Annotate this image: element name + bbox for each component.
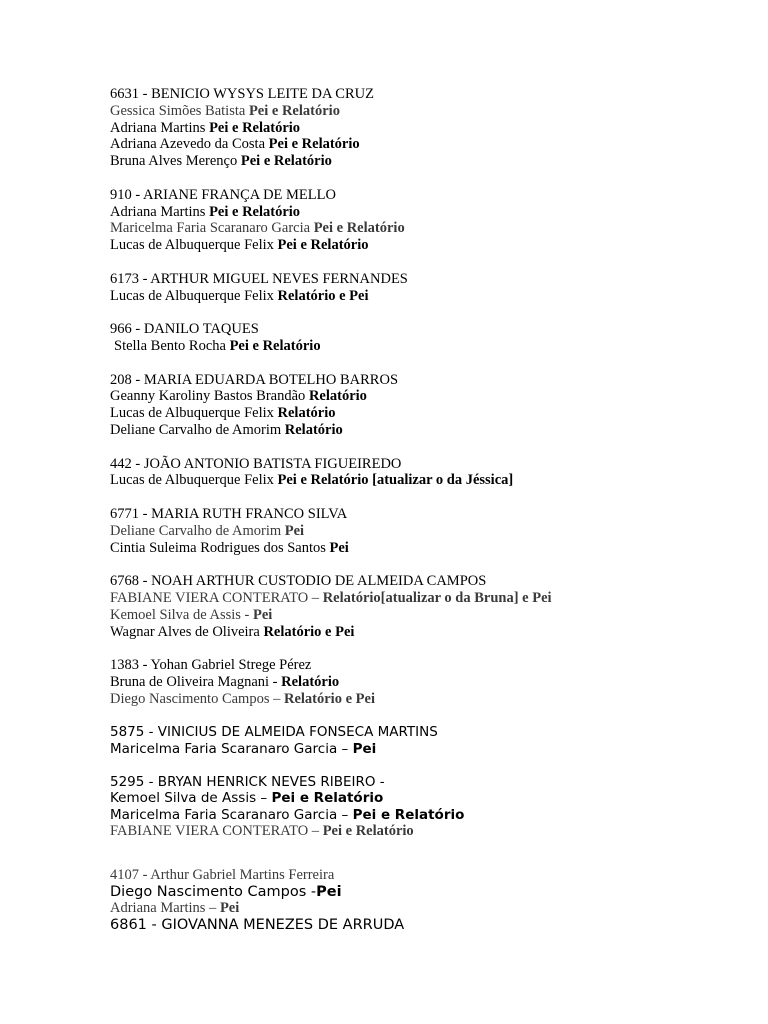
student-entry [110, 372, 750, 439]
document-type: Pei [352, 740, 377, 757]
student-entry [110, 724, 750, 757]
student-header: 442 - JOÃO ANTONIO BATISTA FIGUEIREDO [110, 455, 402, 472]
teacher-name: Adriana Azevedo da Costa [110, 136, 269, 153]
spacer [110, 489, 750, 506]
student-entry [110, 774, 750, 840]
student-header: 6173 - ARTHUR MIGUEL NEVES FERNANDES [110, 270, 408, 287]
teacher-name: Wagnar Alves de Oliveira [110, 623, 264, 640]
teacher-name: Maricelma Faria Scaranaro Garcia – [110, 806, 353, 823]
assignment-line [110, 823, 750, 840]
assignment-line [110, 607, 750, 624]
document-type: Relatório e Pei [283, 690, 375, 707]
teacher-name: Adriana Martins [110, 203, 210, 220]
assignment-line [110, 338, 750, 355]
document-type: Relatório e Pei [277, 287, 369, 304]
teacher-name: Kemoel Silva de Assis – [110, 790, 272, 807]
student-header: 6631 - BENICIO WYSYS LEITE DA CRUZ [110, 86, 374, 102]
document-page [110, 86, 750, 933]
teacher-name: Maricelma Faria Scaranaro Garcia – [110, 740, 353, 757]
assignment-line [110, 790, 750, 806]
assignment-line [110, 153, 750, 170]
document-type: Pei [316, 883, 342, 900]
student-header: 5295 - BRYAN HENRICK NEVES RIBEIRO - [110, 773, 385, 790]
assignment-line [110, 237, 750, 254]
document-type: Pei e Relatório [atualizar o da Jéssica] [277, 472, 514, 489]
assignment-line [110, 674, 750, 691]
assignment-line [110, 540, 750, 557]
teacher-name: Diego Nascimento Campos - [110, 883, 317, 900]
document-type: Pei e Relatório [313, 220, 405, 237]
document-type: Pei e Relatório [248, 102, 340, 119]
teacher-name: Adriana Martins [110, 119, 210, 136]
assignment-line [110, 472, 750, 489]
teacher-name: Kemoel Silva de Assis - [110, 606, 253, 623]
document-type: Pei e Relatório [240, 153, 332, 170]
document-type: Relatório [308, 388, 367, 405]
student-header: 4107 - Arthur Gabriel Martins Ferreira [110, 866, 335, 883]
document-type: Relatório [284, 421, 343, 438]
student-entry [110, 456, 750, 490]
document-type: Pei [284, 522, 305, 539]
student-header: 1383 - Yohan Gabriel Strege Pérez [110, 657, 312, 674]
document-type: Pei [219, 900, 240, 917]
assignment-line [110, 388, 750, 405]
document-type: Pei e Relatório [229, 337, 321, 354]
teacher-name: Deliane Carvalho de Amorim [110, 522, 285, 539]
document-type: Pei e Relatório [271, 790, 384, 807]
document-type: Pei e Relatório [352, 806, 465, 823]
teacher-name: Lucas de Albuquerque Felix [110, 237, 278, 254]
student-entry [110, 867, 750, 917]
assignment-line [110, 288, 750, 305]
student-entry [110, 506, 750, 556]
document-type: Pei [329, 539, 349, 556]
student-entry [110, 271, 750, 305]
spacer [110, 304, 750, 321]
student-header: 966 - DANILO TAQUES [110, 321, 259, 338]
spacer [110, 840, 750, 867]
teacher-name: Lucas de Albuquerque Felix [110, 287, 278, 304]
document-type: Relatório [281, 673, 340, 690]
assignment-line [110, 136, 750, 153]
document-type: Pei e Relatório [268, 136, 360, 153]
teacher-name: Diego Nascimento Campos – [110, 690, 284, 707]
assignment-line [110, 405, 750, 422]
assignment-line [110, 204, 750, 221]
teacher-name: Cintia Suleima Rodrigues dos Santos [110, 539, 330, 556]
student-entry [110, 321, 750, 355]
assignment-line [110, 900, 750, 917]
teacher-name: Geanny Karoliny Bastos Brandão [110, 388, 309, 405]
teacher-name: Stella Bento Rocha [114, 337, 230, 354]
spacer [110, 707, 750, 724]
teacher-name: Bruna Alves Merenço [110, 153, 241, 170]
assignment-line [110, 691, 750, 708]
spacer [110, 254, 750, 271]
teacher-name: Adriana Martins – [110, 900, 220, 917]
assignment-line [110, 807, 750, 823]
assignment-line [110, 120, 750, 137]
document-type: Pei e Relatório [209, 119, 301, 136]
spacer [110, 439, 750, 456]
spacer [110, 757, 750, 774]
assignment-line [110, 590, 750, 607]
assignment-line [110, 103, 750, 120]
assignment-line [110, 741, 750, 757]
teacher-name: FABIANE VIERA CONTERATO – [110, 589, 323, 606]
document-type: Pei e Relatório [277, 237, 369, 254]
document-type: Pei e Relatório [209, 203, 301, 220]
teacher-name: Lucas de Albuquerque Felix [110, 405, 278, 422]
student-entry [110, 917, 750, 933]
student-entry [110, 657, 750, 707]
teacher-name: Maricelma Faria Scaranaro Garcia [110, 220, 314, 237]
teacher-name: FABIANE VIERA CONTERATO – [110, 823, 323, 840]
teacher-name: Deliane Carvalho de Amorim [110, 421, 285, 438]
teacher-name: Lucas de Albuquerque Felix [110, 472, 278, 489]
assignment-line [110, 884, 750, 900]
spacer [110, 355, 750, 372]
document-type: Relatório [277, 405, 336, 422]
student-entry [110, 187, 750, 254]
teacher-name: Bruna de Oliveira Magnani - [110, 673, 282, 690]
document-type: Relatório[atualizar o da Bruna] e Pei [322, 589, 552, 606]
document-type: Pei e Relatório [322, 823, 414, 840]
student-header: 6768 - NOAH ARTHUR CUSTODIO DE ALMEIDA CAMPOS [110, 573, 487, 590]
student-header: 208 - MARIA EDUARDA BOTELHO BARROS [110, 371, 399, 388]
teacher-name: Gessica Simões Batista [110, 102, 249, 119]
spacer [110, 170, 750, 187]
student-entry [110, 86, 750, 170]
student-header: 6861 - GIOVANNA MENEZES DE ARRUDA [110, 916, 405, 933]
student-header: 6771 - MARIA RUTH FRANCO SILVA [110, 505, 348, 522]
assignment-line [110, 220, 750, 237]
document-type: Relatório e Pei [263, 623, 355, 640]
assignment-line [110, 523, 750, 540]
document-type: Pei [252, 606, 273, 623]
student-header: 910 - ARIANE FRANÇA DE MELLO [110, 186, 336, 203]
assignment-line [110, 422, 750, 439]
student-entry [110, 573, 750, 640]
spacer [110, 556, 750, 573]
spacer [110, 640, 750, 657]
student-header: 5875 - VINICIUS DE ALMEIDA FONSECA MARTINS [110, 724, 438, 741]
assignment-line [110, 624, 750, 641]
